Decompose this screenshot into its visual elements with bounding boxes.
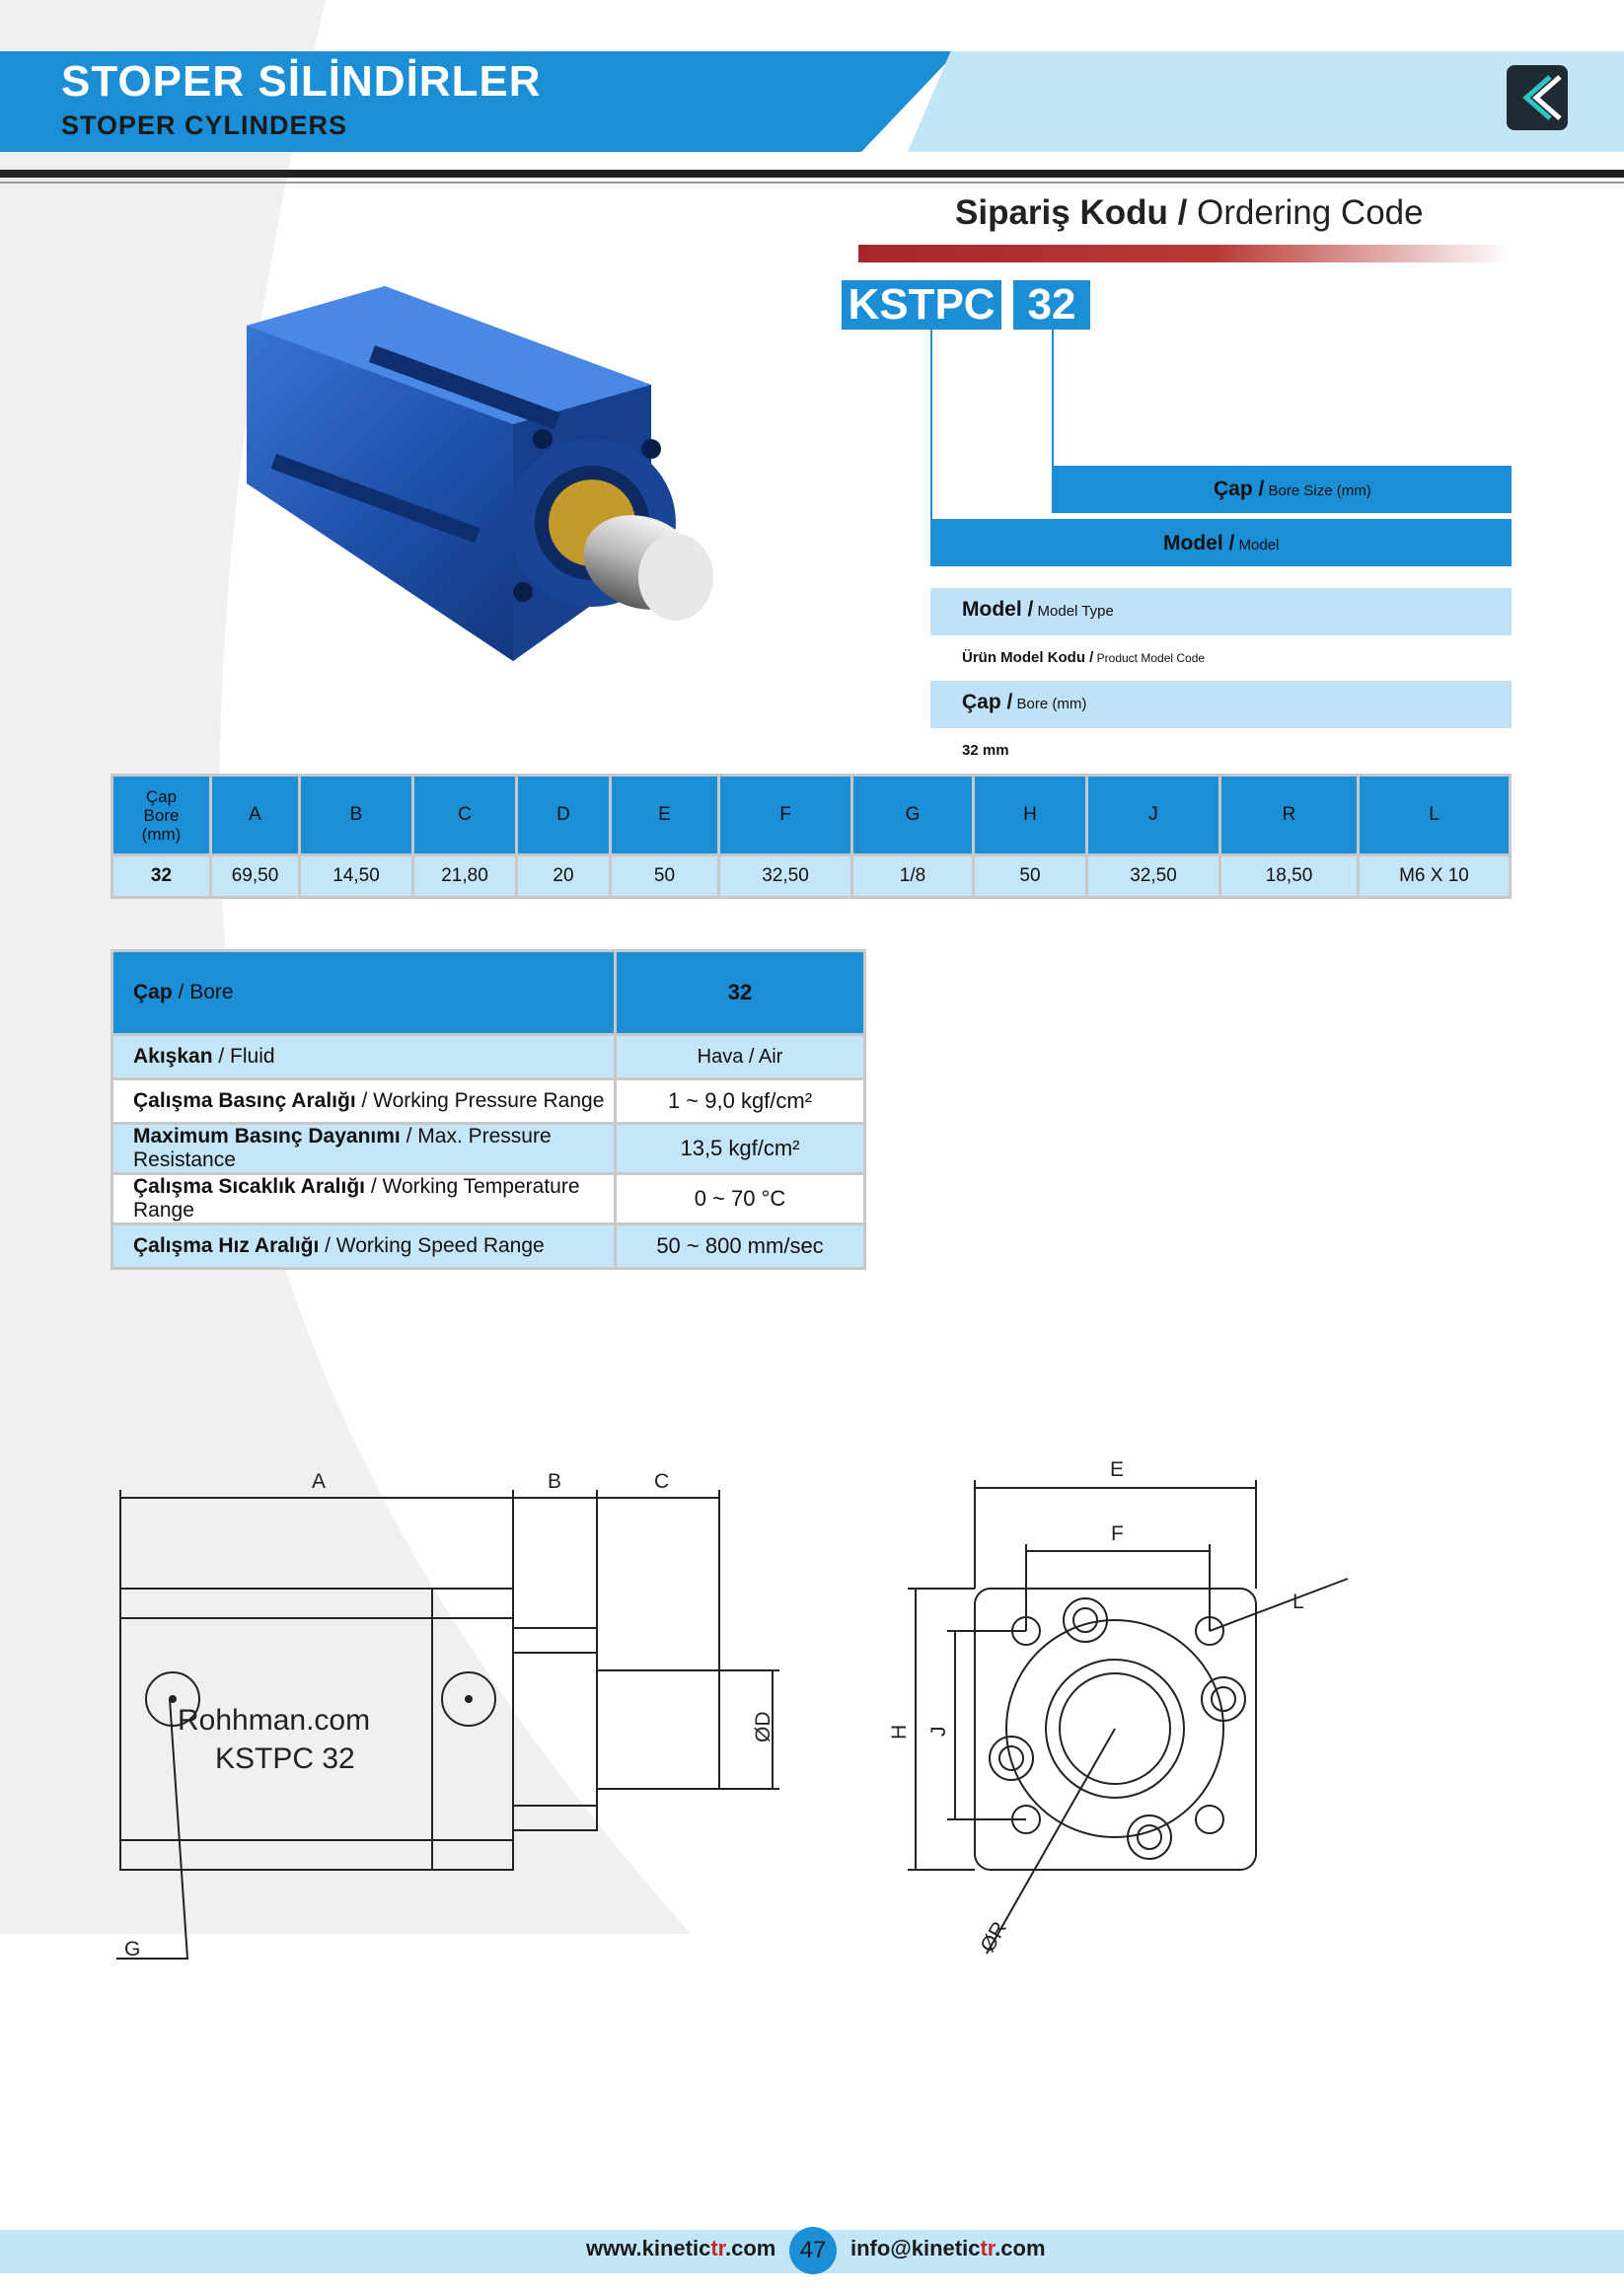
dimension-header-cell: J: [1087, 776, 1220, 855]
spec-value: 1 ~ 9,0 kgf/cm²: [616, 1079, 865, 1124]
product-image: [227, 266, 740, 681]
spec-label-bold: Çalışma Basınç Aralığı: [133, 1089, 356, 1112]
ordering-title-normal: Ordering Code: [1187, 193, 1424, 232]
technical-drawing: [99, 1441, 1381, 1993]
spec-label-normal: / Working Temperature Range: [133, 1175, 580, 1222]
page-number: 47: [789, 2227, 837, 2274]
spec-row-temperature: [112, 1174, 865, 1224]
dim-label-D: ØD: [752, 1711, 775, 1742]
bore-connector-line: [1052, 330, 1054, 468]
ordering-code-title: [955, 193, 1424, 233]
bore-sub: Bore (mm): [1012, 696, 1087, 712]
code-bore-box: 32: [1013, 280, 1090, 330]
bore-value-note: 32 mm: [962, 742, 1009, 759]
bore-label: Çap /: [962, 691, 1013, 713]
ordering-title-bar: [858, 245, 1510, 262]
dimension-value-cell: 18,50: [1220, 855, 1359, 898]
dimension-value-cell: 32: [112, 855, 211, 898]
spec-label: [112, 1124, 616, 1174]
dimension-header-cell: H: [974, 776, 1087, 855]
dim-label-F: F: [1111, 1522, 1124, 1545]
spec-row-fluid: [112, 1035, 865, 1079]
bore-size-label: Çap /: [1214, 478, 1265, 500]
spec-label: [112, 1079, 616, 1124]
dimension-value-cell: 50: [611, 855, 719, 898]
dimension-header-cell: L: [1359, 776, 1511, 855]
dim-label-C: C: [654, 1470, 670, 1493]
ordering-title-bold: Sipariş Kodu /: [955, 193, 1188, 232]
dimension-value-cell: 32,50: [719, 855, 852, 898]
spec-header-value: 32: [616, 951, 865, 1035]
header-rule-thin: [0, 182, 1624, 184]
dimension-value-cell: 20: [517, 855, 611, 898]
spec-value: Hava / Air: [616, 1035, 865, 1079]
spec-label-bold: Çalışma Sıcaklık Aralığı: [133, 1175, 366, 1198]
dim-label-E: E: [1110, 1458, 1125, 1481]
page-title: STOPER SİLİNDİRLER: [61, 57, 542, 106]
dim-label-H: H: [888, 1724, 911, 1740]
bore-size-bar: [1052, 466, 1512, 513]
dimension-table: [111, 774, 1512, 899]
dimension-value-cell: 50: [974, 855, 1087, 898]
product-code-sub: Product Model Code: [1093, 651, 1206, 665]
dimension-header-cell: D: [517, 776, 611, 855]
bore-text: [962, 691, 1086, 714]
header-rule: [0, 170, 1624, 178]
dimension-header-cell: E: [611, 776, 719, 855]
brand-logo: [1507, 65, 1568, 130]
dimension-value-row: [112, 855, 1511, 898]
model-sub: Model: [1234, 537, 1280, 554]
spec-header-normal: / Bore: [172, 981, 234, 1003]
model-connector-line: [930, 330, 932, 521]
dimension-header-cell: R: [1220, 776, 1359, 855]
footer-email[interactable]: [850, 2236, 1046, 2261]
spec-label-bold: Maximum Basınç Dayanımı: [133, 1125, 401, 1148]
dim-label-B: B: [548, 1470, 562, 1493]
spec-row-pressure-range: [112, 1079, 865, 1124]
spec-header-row: [112, 951, 865, 1035]
model-type-bar: [930, 588, 1512, 635]
spec-label-normal: / Fluid: [212, 1045, 275, 1068]
spec-row-speed: [112, 1224, 865, 1269]
dimension-header-cell: Çap Bore (mm): [112, 776, 211, 855]
spec-value: 50 ~ 800 mm/sec: [616, 1224, 865, 1269]
footer-website[interactable]: [586, 2236, 775, 2261]
spec-header-bold: Çap: [133, 981, 173, 1003]
engraving-brand: Rohhman.com: [178, 1704, 371, 1737]
spec-label: [112, 1224, 616, 1269]
chevron-logo-icon: [1507, 65, 1568, 130]
spec-row-max-pressure: [112, 1124, 865, 1174]
dimension-value-cell: 1/8: [852, 855, 974, 898]
spec-value: 0 ~ 70 °C: [616, 1174, 865, 1224]
dim-label-L: L: [1292, 1591, 1304, 1613]
spec-label: [112, 1174, 616, 1224]
model-bar: [930, 519, 1512, 566]
specification-table: [111, 949, 866, 1270]
model-text: [1163, 532, 1279, 555]
spec-label-bold: Akışkan: [133, 1045, 213, 1068]
web-tr: tr: [710, 2236, 726, 2260]
dimension-header-row: [112, 776, 1511, 855]
dimension-header-cell: G: [852, 776, 974, 855]
mail-tr: tr: [980, 2236, 996, 2260]
product-code-note: [962, 649, 1205, 666]
cylinder-head: [513, 1628, 597, 1830]
dim-label-G: G: [124, 1938, 141, 1961]
spec-header-label: [112, 951, 616, 1035]
dimension-header-cell: A: [211, 776, 300, 855]
dim-label-J: J: [927, 1726, 950, 1737]
web-suffix: .com: [725, 2236, 776, 2260]
dimension-value-cell: 32,50: [1087, 855, 1220, 898]
dimension-value-cell: 14,50: [300, 855, 413, 898]
spec-label-normal: / Working Pressure Range: [355, 1089, 605, 1112]
spec-label-normal: / Working Speed Range: [319, 1234, 545, 1257]
piston-rod: [597, 1670, 719, 1789]
model-type-label: Model /: [962, 598, 1034, 621]
dimension-header-cell: F: [719, 776, 852, 855]
dim-label-A: A: [312, 1470, 327, 1493]
spec-label-normal: / Max. Pressure Resistance: [133, 1125, 552, 1171]
model-type-text: [962, 598, 1114, 622]
dim-label-R: ØR: [976, 1917, 1012, 1957]
dimension-value-cell: 69,50: [211, 855, 300, 898]
product-code-label: Ürün Model Kodu /: [962, 649, 1094, 666]
model-label: Model /: [1163, 532, 1235, 555]
engraving-model: KSTPC 32: [215, 1742, 355, 1775]
spec-label-bold: Çalışma Hız Aralığı: [133, 1234, 320, 1257]
bore-size-text: [1214, 478, 1371, 501]
code-model-box: KSTPC: [842, 280, 1001, 330]
mail-prefix: info@kinetic: [850, 2236, 981, 2260]
spec-value: 13,5 kgf/cm²: [616, 1124, 865, 1174]
dimension-header-cell: B: [300, 776, 413, 855]
web-prefix: www.kinetic: [586, 2236, 711, 2260]
dimension-header-cell: C: [413, 776, 517, 855]
model-type-sub: Model Type: [1033, 603, 1114, 620]
dimension-value-cell: 21,80: [413, 855, 517, 898]
page-subtitle: STOPER CYLINDERS: [61, 111, 348, 140]
bore-bar: [930, 681, 1512, 728]
bore-size-sub: Bore Size (mm): [1264, 482, 1371, 499]
spec-label: [112, 1035, 616, 1079]
dimension-value-cell: M6 X 10: [1359, 855, 1511, 898]
mail-suffix: .com: [995, 2236, 1046, 2260]
